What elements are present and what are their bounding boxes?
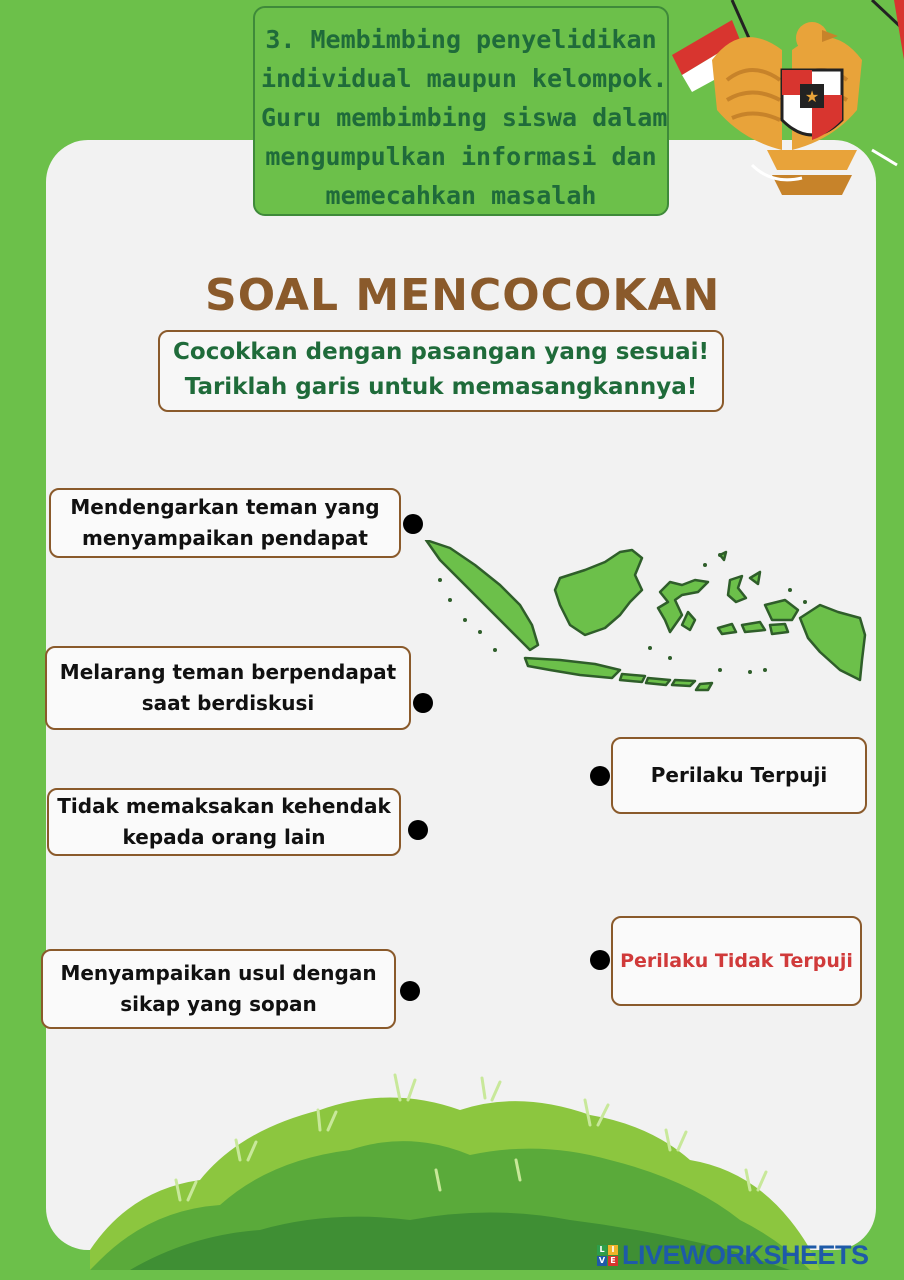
liveworksheets-watermark xyxy=(597,1240,869,1270)
garuda-emblem-icon xyxy=(672,0,904,205)
statement-card-4 xyxy=(41,949,396,1029)
statement-text: Mendengarkan teman yang xyxy=(70,495,380,519)
statement-text: kepada orang lain xyxy=(122,825,326,849)
statement-card-3 xyxy=(47,788,401,856)
answer-card-tidak-terpuji xyxy=(611,916,862,1006)
step-line: 3. Membimbing penyelidikan xyxy=(265,25,657,54)
logo-letter: I xyxy=(608,1245,618,1255)
logo-letter: L xyxy=(597,1245,607,1255)
statement-text: Tidak memaksakan kehendak xyxy=(57,794,391,818)
statement-text: Menyampaikan usul dengan xyxy=(60,961,377,985)
statement-text: sikap yang sopan xyxy=(120,992,317,1016)
answer-text: Perilaku Tidak Terpuji xyxy=(620,949,853,972)
step-line: memecahkan masalah xyxy=(325,181,597,210)
instruction-line-1: Cocokkan dengan pasangan yang sesuai! xyxy=(173,339,709,365)
step-instruction-box xyxy=(253,6,669,216)
liveworksheets-brand: LIVEWORKSHEETS xyxy=(622,1239,869,1270)
match-dot-statement-1[interactable] xyxy=(403,514,423,534)
step-line: Guru membimbing siswa dalam xyxy=(261,103,668,132)
statement-text: menyampaikan pendapat xyxy=(82,526,368,550)
statement-text: Melarang teman berpendapat xyxy=(59,660,397,684)
instruction-line-2: Tariklah garis untuk memasangkannya! xyxy=(184,374,698,400)
logo-letter: E xyxy=(608,1256,618,1266)
liveworksheets-logo-icon xyxy=(597,1245,618,1266)
step-line: individual maupun kelompok. xyxy=(261,64,668,93)
match-dot-answer-2[interactable] xyxy=(590,950,610,970)
match-dot-answer-1[interactable] xyxy=(590,766,610,786)
logo-letter: V xyxy=(598,1255,606,1265)
statement-card-1 xyxy=(49,488,401,558)
instruction-box xyxy=(158,330,724,412)
indonesia-map-icon xyxy=(420,540,870,715)
step-line: mengumpulkan informasi dan xyxy=(265,142,657,171)
match-dot-statement-3[interactable] xyxy=(408,820,428,840)
answer-text: Perilaku Terpuji xyxy=(650,763,828,787)
statement-text: saat berdiskusi xyxy=(141,691,315,715)
svg-text:★: ★ xyxy=(804,87,820,106)
match-dot-statement-4[interactable] xyxy=(400,981,420,1001)
page-title: SOAL MENCOCOKAN xyxy=(205,270,721,321)
statement-card-2 xyxy=(45,646,411,730)
answer-card-terpuji xyxy=(611,737,867,814)
